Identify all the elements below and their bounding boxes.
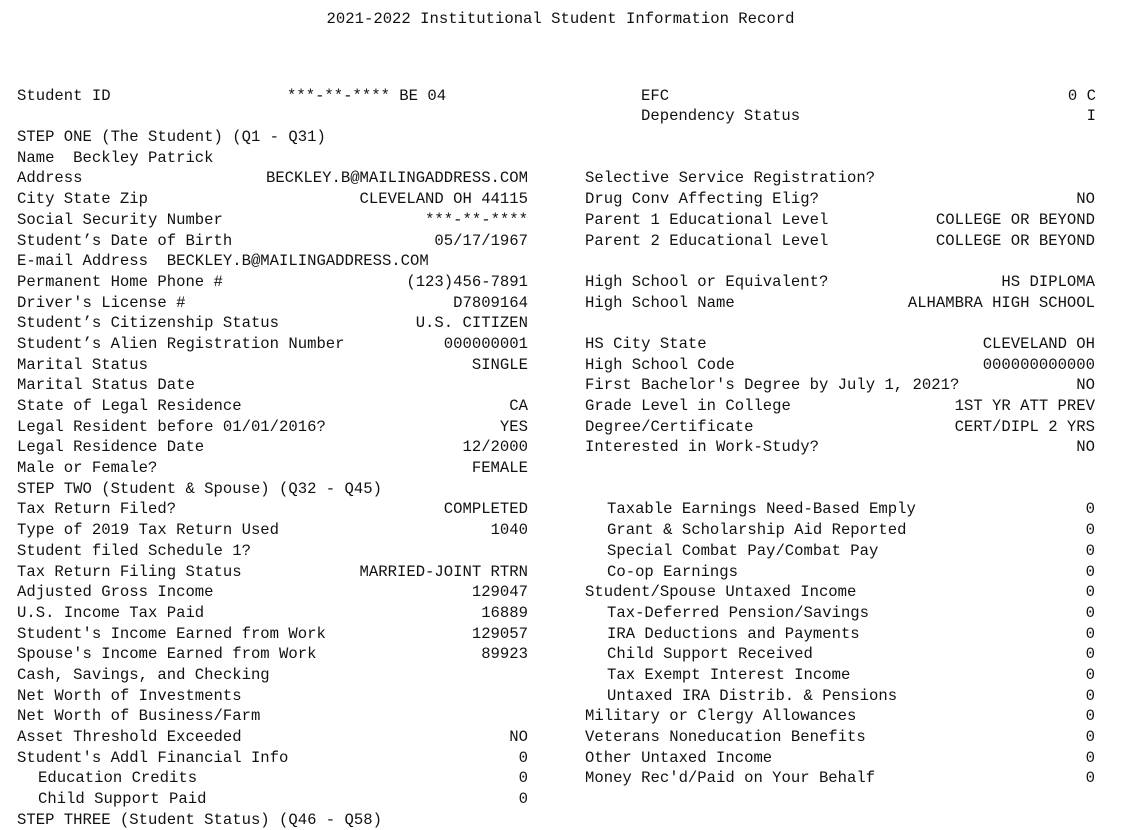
field-row-cash-savings-and-checking (17, 665, 528, 686)
field-value: ALHAMBRA HIGH SCHOOL (907, 293, 1095, 312)
field-row-special-combat-pay-combat-pay (585, 541, 1095, 562)
field-value: 129047 (471, 583, 528, 602)
field-value: CLEVELAND OH 44115 (359, 190, 528, 209)
field-value: 0 (1085, 645, 1095, 664)
field-label: Spouse's Income Earned from Work (17, 645, 317, 664)
field-row-blank (585, 458, 1095, 479)
field-label: STEP ONE (The Student) (Q1 - Q31) (17, 128, 326, 147)
field-value: 0 (518, 748, 528, 767)
field-row-first-bachelor-s-degree-by-july-1-2021 (585, 375, 1095, 396)
field-row-state-of-legal-residence (17, 396, 528, 417)
field-label: Child Support Received (607, 645, 813, 664)
field-row-blank (17, 65, 528, 86)
field-label: Tax Exempt Interest Income (607, 665, 851, 684)
field-label: Net Worth of Business/Farm (17, 707, 261, 726)
field-row-grant-scholarship-aid-reported (585, 520, 1095, 541)
field-value: 000000001 (443, 334, 528, 353)
field-label: Taxable Earnings Need-Based Emply (607, 500, 916, 519)
field-row-co-op-earnings (585, 562, 1095, 583)
field-value: 0 C (1067, 86, 1096, 105)
field-label: STEP THREE (Student Status) (Q46 - Q58) (17, 810, 382, 829)
field-label: Student’s Citizenship Status (17, 314, 280, 333)
field-label: EFC (641, 86, 670, 105)
field-label: Education Credits (38, 769, 198, 788)
field-value: NO (1076, 376, 1095, 395)
field-value: 1040 (490, 521, 528, 540)
field-label: Parent 2 Educational Level (585, 231, 829, 250)
field-value: COMPLETED (443, 500, 528, 519)
field-row-tax-return-filing-status (17, 562, 528, 583)
field-label: Driver's License # (17, 293, 186, 312)
field-row-other-untaxed-income (585, 748, 1095, 769)
field-label: Student’s Alien Registration Number (17, 334, 345, 353)
field-label: IRA Deductions and Payments (607, 624, 860, 643)
field-label: U.S. Income Tax Paid (17, 603, 205, 622)
field-row-tax-exempt-interest-income (585, 665, 1095, 686)
field-row-drug-conv-affecting-elig (585, 189, 1095, 210)
field-label: Male or Female? (17, 459, 158, 478)
field-label: Name Beckley Patrick (17, 148, 214, 167)
field-label: Child Support Paid (38, 790, 207, 809)
field-label: First Bachelor's Degree by July 1, 2021? (585, 376, 960, 395)
field-label: Tax Return Filed? (17, 500, 177, 519)
field-value: SINGLE (471, 355, 528, 374)
field-value: 0 (1085, 583, 1095, 602)
field-value: (123)456-7891 (406, 272, 528, 291)
field-row-marital-status-date (17, 375, 528, 396)
field-label: Grant & Scholarship Aid Reported (607, 521, 907, 540)
field-row-high-school-or-equivalent (585, 272, 1095, 293)
field-label: Other Untaxed Income (585, 748, 773, 767)
field-label: Permanent Home Phone # (17, 272, 223, 291)
field-row-blank (585, 148, 1095, 169)
field-value: 12/2000 (462, 438, 528, 457)
field-row-efc (585, 86, 1095, 107)
field-row-net-worth-of-investments (17, 686, 528, 707)
field-label: Student/Spouse Untaxed Income (585, 583, 857, 602)
field-label: Marital Status Date (17, 376, 195, 395)
field-label: Legal Residence Date (17, 438, 205, 457)
field-row-education-credits (17, 768, 528, 789)
field-value: D7809164 (453, 293, 528, 312)
right-column (585, 65, 1095, 789)
field-value: CERT/DIPL 2 YRS (954, 417, 1095, 436)
field-label: Student filed Schedule 1? (17, 541, 251, 560)
field-row-student-s-income-earned-from-work (17, 624, 528, 645)
field-value: ***-**-**** BE 04 (287, 86, 447, 105)
field-row-social-security-number (17, 210, 528, 231)
field-value: COLLEGE OR BEYOND (935, 231, 1095, 250)
field-label: E-mail Address BECKLEY.B@MAILINGADDRESS.COM (17, 252, 429, 271)
field-value: 0 (1085, 500, 1095, 519)
field-label: Tax Return Filing Status (17, 562, 242, 581)
field-label: Student’s Date of Birth (17, 231, 233, 250)
field-row-student-id (17, 86, 528, 107)
field-label: Tax-Deferred Pension/Savings (607, 603, 870, 622)
field-row-name-beckley-patrick (17, 148, 528, 169)
field-label: Special Combat Pay/Combat Pay (607, 541, 879, 560)
field-row-parent-1-educational-level (585, 210, 1095, 231)
field-value: 0 (1085, 769, 1095, 788)
field-label: High School or Equivalent? (585, 272, 829, 291)
field-row-ira-deductions-and-payments (585, 624, 1095, 645)
field-value: 000000000000 (982, 355, 1095, 374)
field-row-tax-return-filed (17, 499, 528, 520)
field-row-degree-certificate (585, 417, 1095, 438)
field-label: Veterans Noneducation Benefits (585, 728, 866, 746)
field-row-child-support-received (585, 644, 1095, 665)
field-row-e-mail-address-beckley-b-mailingaddress- (17, 251, 528, 272)
field-row-military-or-clergy-allowances (585, 706, 1095, 727)
field-row-hs-city-state (585, 334, 1095, 355)
field-row-student-s-citizenship-status (17, 313, 528, 334)
field-row-dependency-status (585, 106, 1095, 127)
field-row-selective-service-registration (585, 168, 1095, 189)
field-row-student-filed-schedule-1 (17, 541, 528, 562)
field-row-net-worth-of-business-farm (17, 706, 528, 727)
field-value: 0 (518, 769, 528, 788)
field-value: 0 (518, 790, 528, 809)
field-value: BECKLEY.B@MAILINGADDRESS.COM (265, 169, 528, 188)
field-row-male-or-female (17, 458, 528, 479)
field-value: 0 (1085, 707, 1095, 726)
field-row-blank (585, 127, 1095, 148)
field-label: Dependency Status (641, 107, 801, 126)
field-label: State of Legal Residence (17, 397, 242, 415)
field-value: MARRIED-JOINT RTRN (359, 562, 528, 581)
field-value: 0 (1085, 686, 1095, 705)
field-row-high-school-name (585, 293, 1095, 314)
field-value: 129057 (471, 624, 528, 643)
field-row-blank (585, 65, 1095, 86)
field-row-blank (585, 251, 1095, 272)
field-row-grade-level-in-college (585, 396, 1095, 417)
field-row-adjusted-gross-income (17, 582, 528, 603)
field-value: NO (509, 728, 528, 746)
field-value: 1ST YR ATT PREV (954, 397, 1095, 415)
field-label: Adjusted Gross Income (17, 583, 214, 602)
field-value: NO (1076, 438, 1095, 457)
field-label: Address (17, 169, 83, 188)
field-value: 0 (1085, 562, 1095, 581)
field-label: Military or Clergy Allowances (585, 707, 857, 726)
field-row-tax-deferred-pension-savings (585, 603, 1095, 624)
field-label: Grade Level in College (585, 397, 791, 415)
field-row-legal-residence-date (17, 437, 528, 458)
field-row-veterans-noneducation-benefits (585, 727, 1095, 748)
field-row-u-s-income-tax-paid (17, 603, 528, 624)
field-label: STEP TWO (Student & Spouse) (Q32 - Q45) (17, 479, 382, 498)
field-label: Cash, Savings, and Checking (17, 665, 270, 684)
field-value: CA (509, 397, 528, 415)
field-row-permanent-home-phone (17, 272, 528, 293)
field-value: U.S. CITIZEN (415, 314, 528, 333)
field-value: 0 (1085, 624, 1095, 643)
field-label: High School Name (585, 293, 735, 312)
field-row-marital-status (17, 355, 528, 376)
field-label: Selective Service Registration? (585, 169, 876, 188)
field-row-driver-s-license (17, 293, 528, 314)
field-value: 05/17/1967 (434, 231, 528, 250)
left-column (17, 65, 528, 830)
field-row-blank (585, 313, 1095, 334)
field-value: 0 (1085, 603, 1095, 622)
field-row-money-rec-d-paid-on-your-behalf (585, 768, 1095, 789)
field-value: ***-**-**** (425, 210, 528, 229)
field-row-blank (17, 106, 528, 127)
field-label: Untaxed IRA Distrib. & Pensions (607, 686, 898, 705)
field-row-interested-in-work-study (585, 437, 1095, 458)
field-row-child-support-paid (17, 789, 528, 810)
field-row-address (17, 168, 528, 189)
field-label: Degree/Certificate (585, 417, 754, 436)
field-row-asset-threshold-exceeded (17, 727, 528, 748)
field-label: City State Zip (17, 190, 149, 209)
field-label: Money Rec'd/Paid on Your Behalf (585, 769, 876, 788)
field-value: FEMALE (471, 459, 528, 478)
field-row-spouse-s-income-earned-from-work (17, 644, 528, 665)
field-value: I (1086, 107, 1096, 126)
field-value: HS DIPLOMA (1001, 272, 1095, 291)
field-row-taxable-earnings-need-based-emply (585, 499, 1095, 520)
field-row-blank (585, 479, 1095, 500)
field-row-step-two-student-spouse-q32-q45 (17, 479, 528, 500)
field-row-student-spouse-untaxed-income (585, 582, 1095, 603)
field-row-student-s-alien-registration-number (17, 334, 528, 355)
field-row-legal-resident-before-01-01-2016 (17, 417, 528, 438)
field-label: Type of 2019 Tax Return Used (17, 521, 280, 540)
field-label: Social Security Number (17, 210, 223, 229)
field-label: Asset Threshold Exceeded (17, 728, 242, 746)
field-label: Parent 1 Educational Level (585, 210, 829, 229)
field-label: Student's Income Earned from Work (17, 624, 326, 643)
field-value: 0 (1085, 728, 1095, 746)
field-value: 0 (1085, 748, 1095, 767)
field-value: 0 (1085, 541, 1095, 560)
field-label: High School Code (585, 355, 735, 374)
field-value: 0 (1085, 665, 1095, 684)
field-row-parent-2-educational-level (585, 231, 1095, 252)
field-value: CLEVELAND OH (982, 334, 1095, 353)
field-row-high-school-code (585, 355, 1095, 376)
field-label: Interested in Work-Study? (585, 438, 819, 457)
field-label: Drug Conv Affecting Elig? (585, 190, 819, 209)
field-label: Net Worth of Investments (17, 686, 242, 705)
field-label: Student ID (17, 86, 111, 105)
field-value: 89923 (481, 645, 528, 664)
field-row-city-state-zip (17, 189, 528, 210)
field-value: NO (1076, 190, 1095, 209)
field-row-student-s-date-of-birth (17, 231, 528, 252)
field-row-type-of-2019-tax-return-used (17, 520, 528, 541)
field-value: 16889 (481, 603, 528, 622)
field-row-step-three-student-status-q46-q58 (17, 810, 528, 830)
field-value: COLLEGE OR BEYOND (935, 210, 1095, 229)
record-title: 2021-2022 Institutional Student Information Record (326, 10, 795, 28)
field-row-student-s-addl-financial-info (17, 748, 528, 769)
field-row-untaxed-ira-distrib-pensions (585, 686, 1095, 707)
field-value: 0 (1085, 521, 1095, 540)
field-row-step-one-the-student-q1-q31 (17, 127, 528, 148)
field-label: Co-op Earnings (607, 562, 739, 581)
field-value: YES (499, 417, 528, 436)
field-label: Student's Addl Financial Info (17, 748, 289, 767)
field-label: Marital Status (17, 355, 149, 374)
field-label: HS City State (585, 334, 707, 353)
field-label: Legal Resident before 01/01/2016? (17, 417, 326, 436)
